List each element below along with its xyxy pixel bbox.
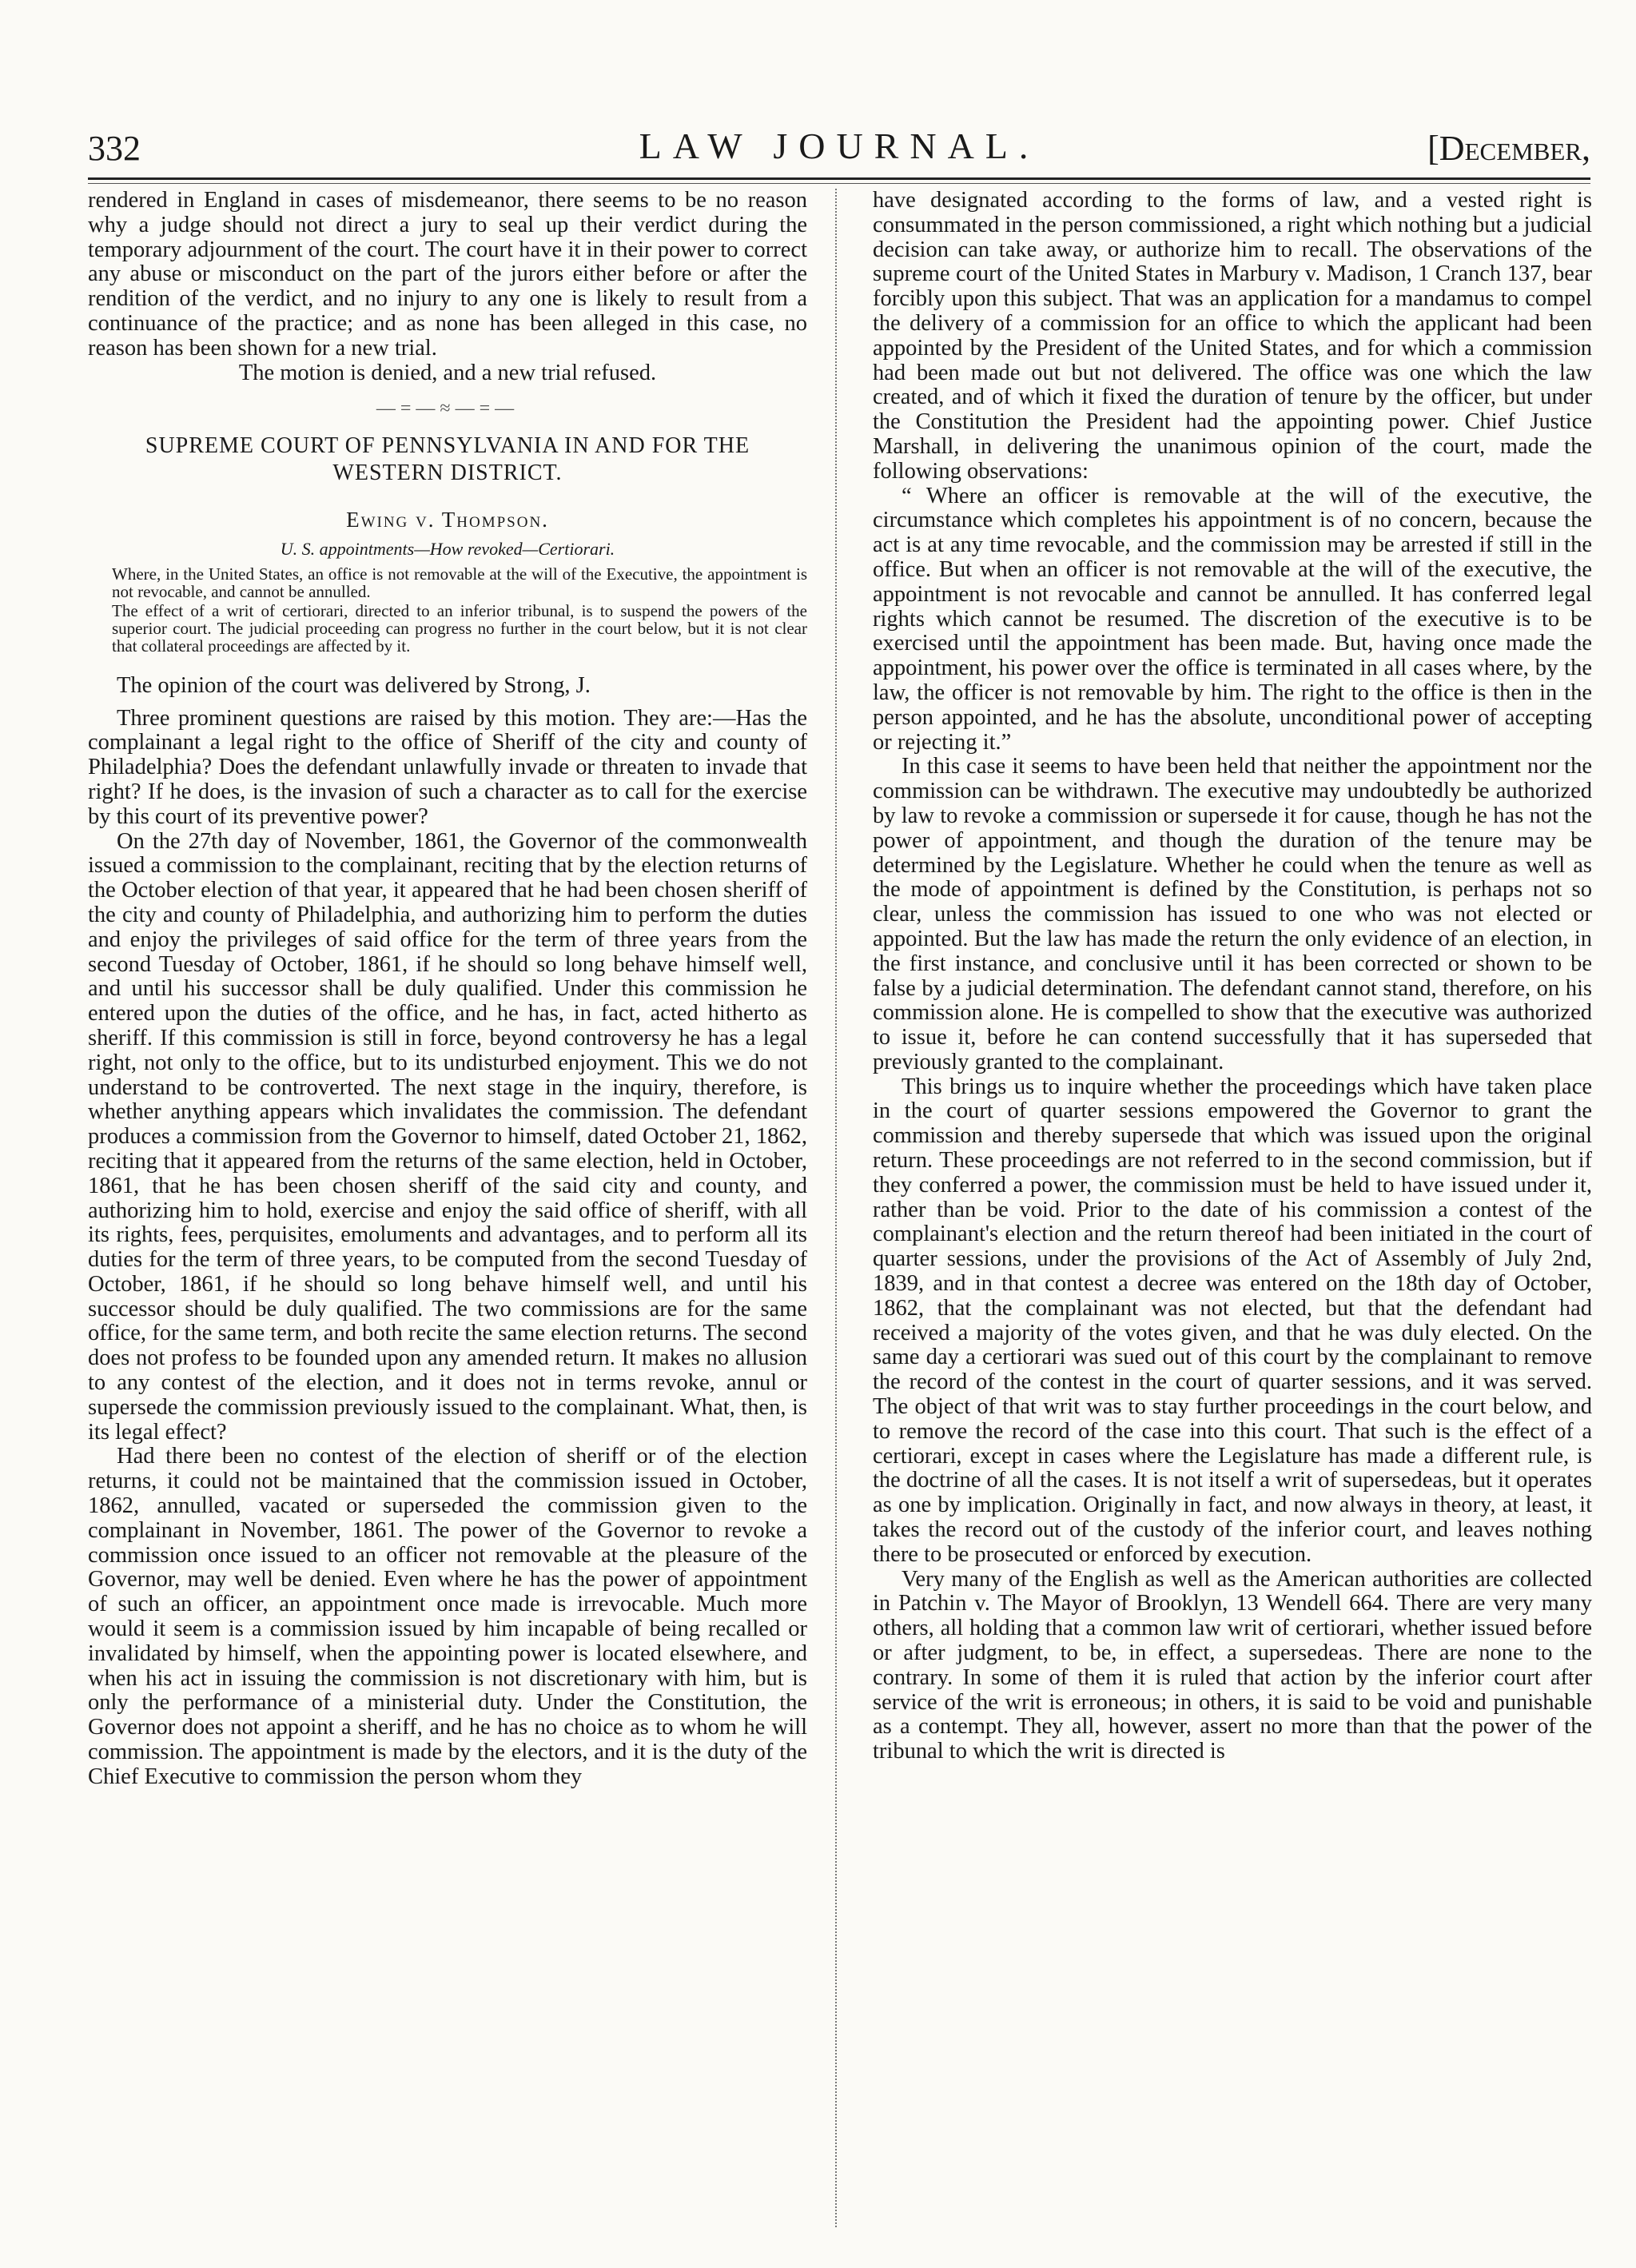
header-rule-thin — [88, 183, 1590, 184]
paragraph: Three prominent questions are raised by this motion. They are:—Has the complainant a legal right to the office of Sheriff of the city and county of Philadelphia? Does the defendant unlawfully invade or threaten to invade that right? If he does, is the invasion of such a character as to call for the exercise by this court of its preventive power? — [88, 705, 807, 829]
paragraph: The motion is denied, and a new trial refused. — [238, 360, 657, 385]
syllabus-heading: U. S. appointments—How revoked—Certiorari. — [280, 538, 615, 559]
page-header — [88, 120, 1590, 176]
paragraph: This brings us to inquire whether the proceedings which have taken place in the court of quarter sessions empowered the Governor to grant the commission and thereby supersede that which was issued upon the original return. These proceedings are not referred to in the second commission, but if they conferred a power, the commission must be held to have issued under it, rather than be void. Prior to the date of his commission a contest of the complainant's election and the return thereof had been initiated in the court of quarter sessions, under the provisions of the Act of Assembly of July 2nd, 1839, and in that contest a decree was entered on the 18th day of October, 1862, that the complainant was not elected, but that the defendant had received a majority of the votes given, and that he was duly elected. On the same day a certiorari was sued out of this court by the complainant to remove the record of the contest in the court of quarter sessions, and it was served. The object of that writ was to stay further proceedings in the court below, and to remove the record of the case into this court. That such is the effect of a certiorari, except in cases where the Legislature has made a different rule, is the doctrine of all the cases. It is not itself a writ of supersedeas, but it operates as one by implication. Originally in fact, and now always in theory, at least, it takes the record out of the custody of the inferior court, and leaves nothing there to be prosecuted or enforced by execution. — [873, 1074, 1592, 1567]
headnote: Where, in the United States, an office is not removable at the will of the Executive, the appointment is not revocable, and cannot be annulled. — [112, 564, 807, 601]
right-column — [873, 189, 1592, 1764]
headnote: The effect of a writ of certiorari, directed to an inferior tribunal, is to suspend the powers of the superior court. The judicial proceeding can progress no further in the court below, but it is not clear that collateral proceedings are affected by it. — [112, 600, 807, 656]
month-label: [December, — [1427, 129, 1590, 168]
header-rule — [88, 177, 1590, 180]
paragraph: rendered in England in cases of misdemeanor, there seems to be no reason why a judge should not direct a jury to seal up their verdict during the temporary adjournment of the court. The court have it in their power to correct any abuse or misconduct on the part of the jurors either before or after the rendition of the verdict, and no injury to any one is likely to result from a continuance of the practice; and as none has been alleged in this case, no reason has been shown for a new trial. — [88, 188, 807, 361]
page-number: 332 — [88, 129, 141, 168]
left-column — [88, 189, 807, 1790]
paragraph: have designated according to the forms of law, and a vested right is consummated in the person commissioned, a right which nothing but a judicial decision can take away, or authorize him to recall. The observations of the supreme court of the United States in Marbury v. Madison, 1 Cranch 137, bear forcibly upon this subject. That was an application for a mandamus to compel the delivery of a commission for an office to which the applicant had been appointed by the President of the United States, and for which a commission had been made out but not delivered. The office was one which the law created, and of which it fixed the duration of tenure by the officer, but under the Constitution the President had the appointing power. Chief Justice Marshall, in delivering the unanimous opinion of the court, made the following observations: — [873, 188, 1592, 484]
column-divider — [835, 189, 837, 2227]
section-divider-ornament: —=—≈—=— — [376, 398, 519, 420]
paragraph: Very many of the English as well as the American authorities are collected in Patchin v. The Mayor of Brooklyn, 13 Wendell 664. There are very many others, all holding that a common law writ of certiorari, whether issued before or after judgment, to be, in effect, a supersedeas. There are none to the contrary. In some of them it is ruled that action by the inferior court after service of the writ is erroneous; in others, it is said to be void and punishable as a contempt. They all, however, assert no more than that the power of the tribunal to which the writ is directed is — [873, 1566, 1592, 1764]
quotation: “ Where an officer is removable at the will of the executive, the circumstance which completes his appointment is of no concern, because the act is at any time revocable, and the commission may be arrested if still in the office. But when an officer is not removable at the will of the executive, the appointment is not revocable and cannot be annulled. It has conferred legal rights which cannot be resumed. The discretion of the executive is to be exercised until the appointment has been made. But, having once made the appointment, his power over the office is terminated in all cases where, by the law, the officer is not removable by him. The right to the office is then in the person appointed, and he has the absolute, unconditional power of accepting or rejecting it.” — [873, 483, 1592, 755]
paragraph: On the 27th day of November, 1861, the Governor of the commonwealth issued a commission to the complainant, reciting that by the election returns of the October election of that year, it appeared that he had been chosen sheriff of the city and county of Philadelphia, and authorizing him to perform the duties and enjoy the privileges of said office for the term of three years from the second Tuesday of October, 1861, if he should so long behave himself well, and until his successor shall be duly qualified. Under this commission he entered upon the duties of the office, and he has, in fact, acted hitherto as sheriff. If this commission is still in force, beyond controversy he has a legal right, not only to the office, but to its undisturbed enjoyment. This we do not understand to be controverted. The next stage in the inquiry, therefore, is whether anything appears which invalidates the commission. The defendant produces a commission from the Governor to himself, dated October 21, 1862, reciting that it appeared from the returns of the same election, held in October, 1861, that he has been chosen sheriff of the said city and county, and authorizing him to hold, exercise and enjoy the said office of sheriff, with all its rights, fees, perquisites, emoluments and advantages, and to perform all its duties for the term of three years, to be computed from the second Tuesday of October, 1861, if he should so long behave himself well, and until his successor should be duly qualified. The two commissions are for the same office, for the same term, and both recite the same election returns. The second does not profess to be founded upon any amended return. It makes no allusion to any contest of the election, and it does not in terms revoke, annul or supersede the commission previously issued to the complainant. What, then, is its legal effect? — [88, 828, 807, 1445]
opinion-attribution: The opinion of the court was delivered by Strong, J. — [117, 672, 591, 698]
case-name: Ewing v. Thompson. — [346, 508, 549, 532]
paragraph: In this case it seems to have been held that neither the appointment nor the commission can be withdrawn. The executive may undoubtedly be authorized by law to revoke a commission or supersede it for cause, though he has not the power of appointment, and though the duration of the tenure may be determined by the Legislature. Whether he could when the tenure as well as the mode of appointment is defined by the Constitution, is perhaps not so clear, unless the commission has issued to one who was not elected or appointed. But the law has made the return the only evidence of an election, in the first instance, and conclusive until it has been corrected or shown to be false by a judicial determination. The defendant cannot stand, therefore, on his commission alone. He is compelled to show that the executive was authorized to issue it, before he can contend successfully that it has superseded that previously granted to the complainant. — [873, 754, 1592, 1074]
paragraph: Had there been no contest of the election of sheriff or of the election returns, it could not be maintained that the commission issued in October, 1862, annulled, vacated or superseded the commission given to the complainant in November, 1861. The power of the Governor to revoke a commission once issued to an officer not removable at the pleasure of the Governor, may well be denied. Even where he has the power of appointment of such an officer, an appointment once made is irrevocable. Much more would it seem is a commission issued by him incapable of being recalled or invalidated by himself, when the appointing power is located elsewhere, and when his act in issuing the commission is not discretionary with him, but is only the performance of a ministerial duty. Under the Constitution, the Governor does not appoint a sheriff, and he has no choice as to whom he will commission. The appointment is made by the electors, and it is the duty of the Chief Executive to commission the person whom they — [88, 1444, 807, 1789]
court-heading: SUPREME COURT OF PENNSYLVANIA IN AND FOR THE WESTERN DISTRICT. — [145, 433, 750, 486]
journal-title: LAW JOURNAL. — [639, 126, 1040, 166]
